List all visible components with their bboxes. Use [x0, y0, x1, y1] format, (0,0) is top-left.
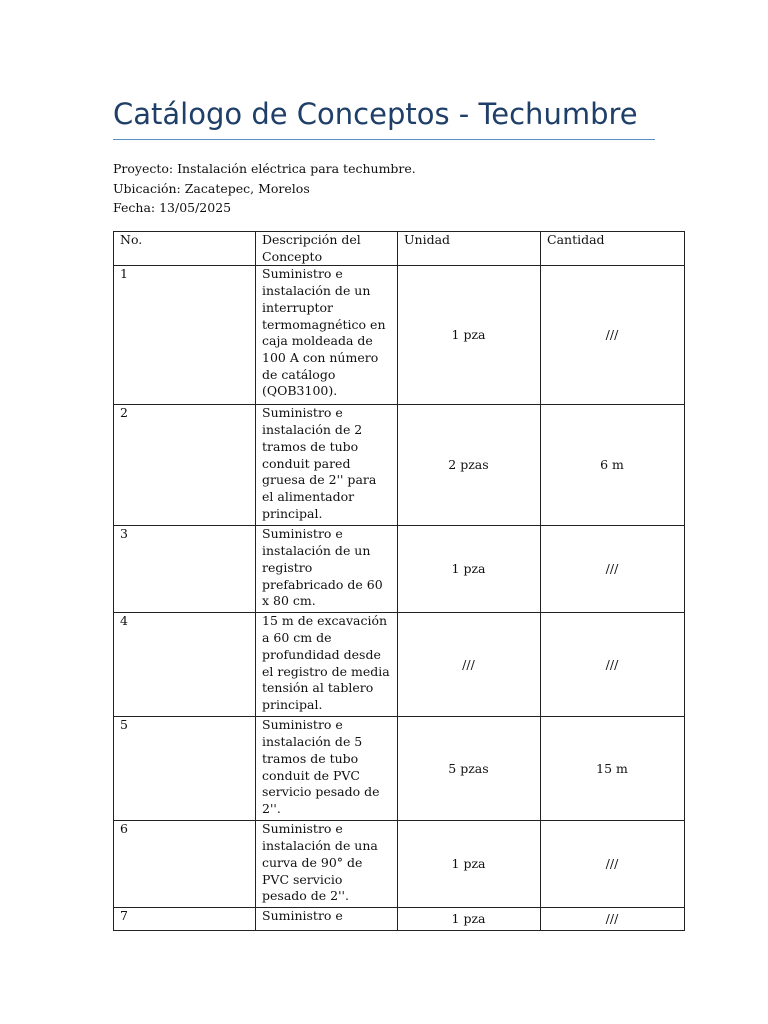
row-number: 5 — [114, 717, 256, 821]
title-underline — [113, 139, 655, 140]
row-unit: 1 pza — [398, 266, 541, 405]
row-description: Suministro e instalación de un interruptor termomagnético en caja moldeada de 100 A con número de catálogo (QOB3100). — [256, 266, 398, 405]
header-quantity: Cantidad — [541, 232, 685, 266]
row-quantity: /// — [541, 613, 685, 717]
row-unit: 5 pzas — [398, 717, 541, 821]
header-no: No. — [114, 232, 256, 266]
document-title: Catálogo de Conceptos - Techumbre — [113, 97, 638, 131]
row-number: 3 — [114, 526, 256, 613]
row-number: 4 — [114, 613, 256, 717]
project-line: Proyecto: Instalación eléctrica para techumbre. — [113, 161, 416, 176]
header-description: Descripción del Concepto — [256, 232, 398, 266]
row-description: 15 m de excavación a 60 cm de profundidad desde el registro de media tensión al tablero principal. — [256, 613, 398, 717]
row-quantity: /// — [541, 266, 685, 405]
row-description: Suministro e instalación de 2 tramos de tubo conduit pared gruesa de 2'' para el alimentador principal. — [256, 405, 398, 526]
row-description: Suministro e instalación de una curva de 90° de PVC servicio pesado de 2''. — [256, 821, 398, 908]
row-number: 7 — [114, 908, 256, 931]
table-row — [114, 613, 685, 717]
row-description: Suministro e — [256, 908, 398, 931]
row-quantity: /// — [541, 908, 685, 931]
row-quantity: /// — [541, 821, 685, 908]
project-info — [113, 159, 416, 218]
table-row — [114, 405, 685, 526]
table-row — [114, 717, 685, 821]
header-unit: Unidad — [398, 232, 541, 266]
location-line: Ubicación: Zacatepec, Morelos — [113, 180, 310, 196]
row-quantity: /// — [541, 526, 685, 613]
table-header-row — [114, 232, 685, 266]
row-unit: 1 pza — [398, 908, 541, 931]
row-quantity: 15 m — [541, 717, 685, 821]
row-description: Suministro e instalación de un registro prefabricado de 60 x 80 cm. — [256, 526, 398, 613]
table-row — [114, 821, 685, 908]
concepts-table — [113, 231, 685, 931]
row-description: Suministro e instalación de 5 tramos de tubo conduit de PVC servicio pesado de 2''. — [256, 717, 398, 821]
row-unit: /// — [398, 613, 541, 717]
row-number: 1 — [114, 266, 256, 405]
row-quantity: 6 m — [541, 405, 685, 526]
row-unit: 1 pza — [398, 821, 541, 908]
date-line: Fecha: 13/05/2025 — [113, 200, 232, 215]
row-unit: 1 pza — [398, 526, 541, 613]
table-row — [114, 266, 685, 405]
table-row — [114, 526, 685, 613]
row-unit: 2 pzas — [398, 405, 541, 526]
row-number: 2 — [114, 405, 256, 526]
table-row — [114, 908, 685, 931]
row-number: 6 — [114, 821, 256, 908]
